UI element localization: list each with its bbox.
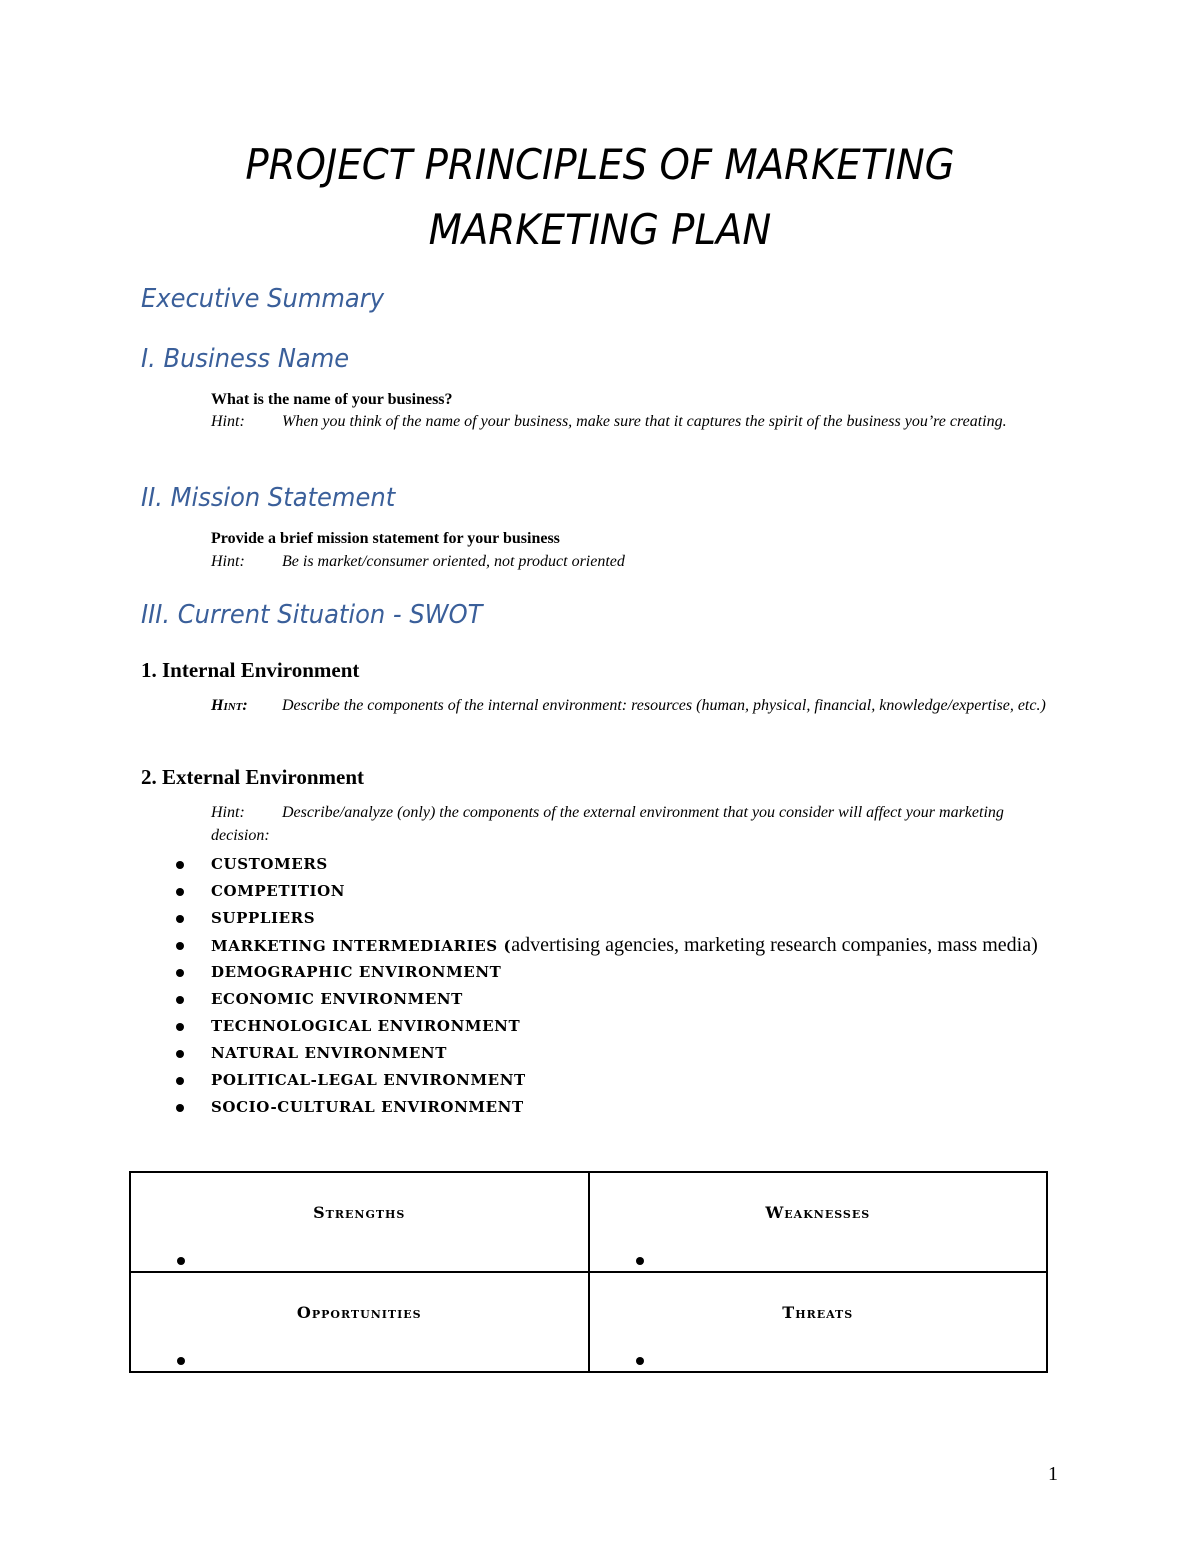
weaknesses-cell [589, 1172, 1048, 1272]
weaknesses-title: Weaknesses [765, 1203, 871, 1222]
list-item: SUPPLIERS [170, 905, 1041, 932]
list-item: COMPETITION [170, 878, 1041, 905]
strengths-title: Strengths [313, 1203, 406, 1222]
internal-hint [211, 695, 1051, 718]
opportunities-cell [130, 1272, 589, 1372]
list-item: NATURAL ENVIRONMENT [170, 1040, 1041, 1067]
hint-text: Describe/analyze (only) the components of the external environment that you consider will affect your marketing decision: [211, 804, 1004, 844]
bullet-icon [176, 915, 184, 923]
list-item: TECHNOLOGICAL ENVIRONMENT [170, 1013, 1041, 1040]
hint-label: Hint: [211, 413, 245, 430]
bullet-icon [176, 861, 184, 869]
swot-table [129, 1171, 1048, 1373]
bullet-icon [176, 1023, 184, 1031]
external-factors-list [170, 851, 1041, 1121]
hint-label: Hint: [211, 804, 245, 821]
opportunities-title: Opportunities [296, 1303, 422, 1322]
mission-question: Provide a brief mission statement for your business [211, 530, 560, 547]
bullet-icon [636, 1257, 644, 1265]
list-item: SOCIO-CULTURAL ENVIRONMENT [170, 1094, 1041, 1121]
bullet-icon [176, 942, 184, 950]
business-name-heading: I. Business Name [141, 344, 350, 374]
list-item: POLITICAL-LEGAL ENVIRONMENT [170, 1067, 1041, 1094]
internal-environment-heading: 1. Internal Environment [141, 658, 360, 682]
mission-hint [211, 551, 1051, 574]
bullet-icon [176, 996, 184, 1004]
hint-label: Hint: [211, 553, 245, 570]
bullet-icon [176, 888, 184, 896]
bullet-icon [636, 1357, 644, 1365]
list-item: DEMOGRAPHIC ENVIRONMENT [170, 959, 1041, 986]
bullet-icon [176, 1077, 184, 1085]
external-environment-heading: 2. External Environment [141, 765, 365, 789]
document-title-line-1: PROJECT PRINCIPLES OF MARKETING [245, 140, 955, 189]
list-item: ECONOMIC ENVIRONMENT [170, 986, 1041, 1013]
page-number: 1 [1048, 1463, 1058, 1485]
bullet-icon [176, 1104, 184, 1112]
strengths-cell [130, 1172, 589, 1272]
external-hint [211, 802, 1051, 847]
list-item: CUSTOMERS [170, 851, 1041, 878]
bullet-icon [176, 1050, 184, 1058]
list-item: MARKETING INTERMEDIARIES (advertising agencies, marketing research companies, mass media) [170, 932, 1041, 959]
threats-cell [589, 1272, 1048, 1372]
business-name-question: What is the name of your business? [211, 391, 453, 408]
hint-text: When you think of the name of your business, make sure that it captures the spirit of the business you’re creating. [282, 413, 1007, 430]
mission-statement-heading: II. Mission Statement [141, 483, 396, 513]
threats-title: Threats [782, 1303, 854, 1322]
bullet-icon [177, 1257, 185, 1265]
hint-label: Hint: [211, 697, 248, 714]
hint-text: Be is market/consumer oriented, not product oriented [282, 553, 625, 570]
document-title-line-2: MARKETING PLAN [428, 205, 772, 254]
executive-summary-heading: Executive Summary [141, 284, 385, 314]
swot-section-heading: III. Current Situation - SWOT [141, 600, 483, 630]
bullet-icon [176, 969, 184, 977]
intermediaries-detail: advertising agencies, marketing research companies, mass media) [511, 934, 1038, 956]
bullet-icon [177, 1357, 185, 1365]
business-name-hint [211, 411, 1051, 434]
hint-text: Describe the components of the internal environment: resources (human, physical, financial, knowledge/expertise, etc.) [282, 697, 1046, 714]
